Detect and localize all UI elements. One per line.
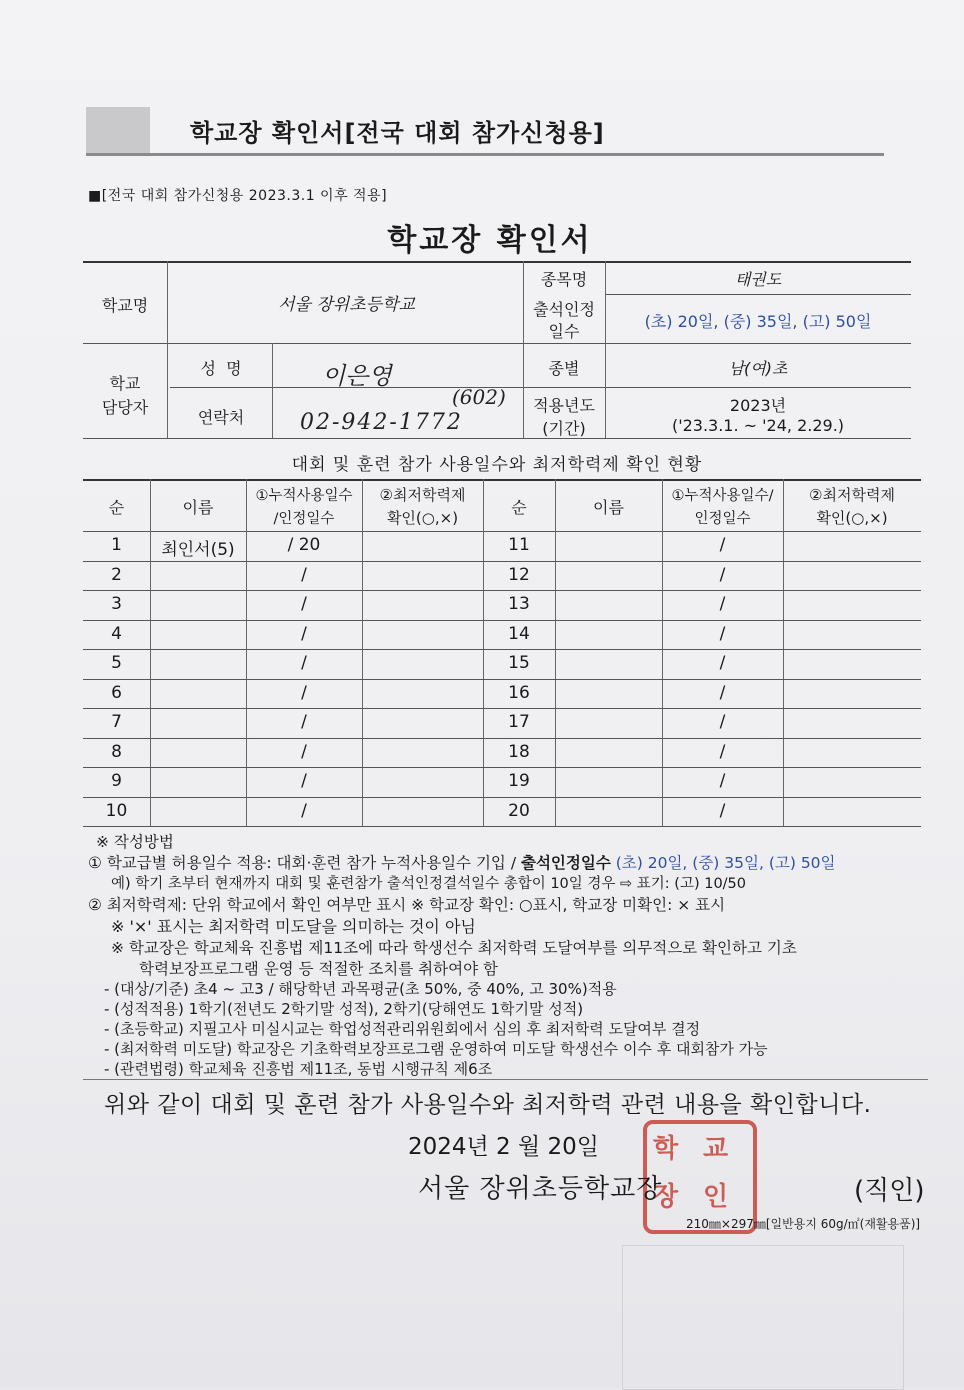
col-days-right-2: 인정일수 [694,511,751,527]
seal-label: (직인) [854,1176,925,1206]
row-days-right: / [719,800,726,821]
row-number-right: 19 [508,771,530,791]
note-2: 예) 학기 초부터 현재까지 대회 및 훈련참가 출석인정결석일수 총합이 10일 경우 ⇨ 표기: (고) 10/50 [111,876,747,892]
row-name: 최인서(5) [161,540,235,560]
row-days: / [301,712,307,732]
table-row-line [83,561,921,562]
sport-value: 태권도 [734,270,782,289]
row-days: / [301,653,307,673]
note-9: - (초등학교) 지필고사 미실시교는 학업성적관리위원회에서 심의 후 최저학력 도달여부 결정 [104,1020,701,1038]
school-label: 학교명 [101,296,149,315]
col-no: 순 [108,498,125,517]
contact-ext: (602) [452,385,506,409]
table-row-line [83,797,921,798]
table-vline [150,479,151,826]
row-days-right: / [719,771,726,791]
note-6: 학력보장프로그램 운영 등 적절한 조치를 취하여야 함 [139,960,498,978]
row-days-right: / [719,535,726,555]
year-label-2: (기간) [542,419,586,438]
gender-label: 종별 [548,359,580,378]
confirm-statement: 위와 같이 대회 및 훈련 참가 사용일수와 최저학력 관련 내용을 확인합니다. [104,1092,872,1118]
notes-heading: ※ 작성방법 [96,833,174,851]
col-days-1: ①누적사용일수 [255,488,353,504]
note-5: ※ 학교장은 학교체육 진흥법 제11조에 따라 학생선수 최저학력 도달여부를 의무적으로 확인하고 기초 [111,939,797,957]
row-number: 5 [111,653,122,673]
col-name-right: 이름 [593,498,624,517]
note-1b: 출석인정일수 [520,854,611,872]
attend-label-1: 출석인정 [533,300,595,319]
table-row-line [83,649,921,650]
manager-label-2: 담당자 [101,398,149,417]
info-vline [167,261,168,438]
row-number: 2 [111,564,122,585]
row-days-right: / [719,564,726,585]
name-label: 성 명 [200,359,242,378]
row-number-right: 20 [508,800,530,821]
year-value-2: ('23.3.1. ~ '24, 2.29.) [671,416,845,435]
manager-label-1: 학교 [109,374,141,393]
gender-value: 남(여)초 [728,359,788,378]
table-row-line [83,620,921,621]
row-days-right: / [719,653,726,673]
school-seal-stamp: 학 교 장 인 [643,1120,757,1234]
row-days-right: / [719,712,726,732]
table-row-line [83,738,921,739]
row-days: / 20 [287,535,321,555]
table-top-line [83,479,921,481]
row-days-right: / [719,682,726,703]
row-days: / [301,682,307,703]
table-caption: 대회 및 훈련 참가 사용일수와 최저학력제 확인 현황 [291,455,703,475]
col-check-right-1: ②최저학력제 [809,486,895,504]
school-value: 서울 장위초등학교 [278,295,415,315]
row-days: / [301,771,307,791]
row-number-right: 11 [508,535,530,555]
col-name: 이름 [182,498,214,517]
attend-label-2: 일수 [548,322,580,341]
table-vline [362,479,363,826]
table-row-line [83,679,921,680]
table-vline [555,479,556,826]
row-number: 3 [111,594,122,614]
table-row-line [83,826,921,827]
row-days-right: / [719,623,726,644]
row-days: / [301,564,307,585]
contact-value: 02-942-1772 [300,410,463,435]
header-gray-box [86,107,150,155]
year-label-1: 적용년도 [533,396,595,415]
col-check-right-2: 확인(○,×) [816,509,888,527]
table-row-line [83,708,921,709]
row-number: 4 [111,623,122,644]
col-days-2: /인정일수 [273,511,335,527]
row-number-right: 14 [508,623,530,644]
year-value-1: 2023년 [729,396,787,415]
info-line [83,343,911,344]
sport-label: 종목명 [540,270,588,289]
note-11: - (관련법령) 학교체육 진흥법 제11조, 동법 시행규칙 제6조 [104,1060,493,1078]
info-top-line [83,261,911,263]
row-days-right: / [719,594,726,614]
top-divider [86,153,884,156]
school-principal: 서울 장위초등학교장 [418,1174,663,1204]
note-7: - (대상/기준) 초4 ~ 고3 / 해당학년 과목평균(초 50%, 중 40%, 고 30%)적용 [104,980,617,998]
top-title: 학교장 확인서[전국 대회 참가신청용] [190,119,605,147]
row-number: 9 [111,771,122,791]
note-1 [88,851,836,873]
row-number: 1 [111,535,122,555]
info-vline [272,343,273,438]
col-days-right-1: ①누적사용일수/ [671,488,774,504]
row-number-right: 12 [508,564,530,585]
col-check-2: 확인(○,×) [386,509,459,527]
info-line [83,438,911,439]
row-days: / [301,623,307,644]
row-number-right: 15 [508,653,530,673]
col-check-1: ②최저학력제 [379,486,466,504]
note-10: - (최저학력 미도달) 학교장은 기초학력보장프로그램 운영하여 미도달 학생선수 이수 후 대회참가 가능 [104,1040,768,1058]
contact-label: 연락처 [197,408,245,427]
row-number-right: 16 [508,682,530,703]
note-1a: ① 학교급별 허용일수 적용: 대회·훈련 참가 누적사용일수 기입 / [88,854,521,872]
note-4: ※ '×' 표시는 최저학력 미도달을 의미하는 것이 아님 [111,917,476,936]
row-number-right: 13 [508,594,530,614]
row-number: 7 [111,712,122,732]
col-no-right: 순 [511,498,527,517]
note-1c: (초) 20일, (중) 35일, (고) 50일 [610,854,836,872]
row-days: / [301,594,307,614]
row-number: 8 [111,741,122,762]
row-days-right: / [719,741,726,762]
row-number-right: 18 [508,741,530,762]
row-number: 6 [111,682,122,703]
paper-spec-note: 210㎜×297㎜[일반용지 60g/㎡(재활용품)] [686,1217,921,1231]
info-line [605,294,911,295]
table-row-line [83,590,921,591]
row-number-right: 17 [508,712,530,732]
main-title: 학교장 확인서 [387,223,593,258]
name-value: 이은영 [322,362,392,390]
issue-date: 2024년 2 월 20일 [408,1134,600,1160]
note-3: ② 최저학력제: 단위 학교에서 확인 여부만 표시 ※ 학교장 확인: ○표시, 학교장 미확인: × 표시 [88,896,726,914]
row-days: / [301,800,307,821]
attend-value: (초) 20일, (중) 35일, (고) 50일 [644,312,872,331]
table-vline [783,479,784,826]
note-8: - (성적적용) 1학기(전년도 2학기말 성적), 2학기(당해연도 1학기말 성적) [104,1000,584,1018]
show-through-form [622,1245,904,1390]
table-header-line [83,531,921,532]
table-row-line [83,767,921,768]
sub-header: ■[전국 대회 참가신청용 2023.3.1 이후 적용] [88,188,388,204]
row-days: / [301,741,307,762]
info-line [170,387,911,388]
notes-bottom-line [83,1079,928,1080]
row-number: 10 [105,800,128,821]
